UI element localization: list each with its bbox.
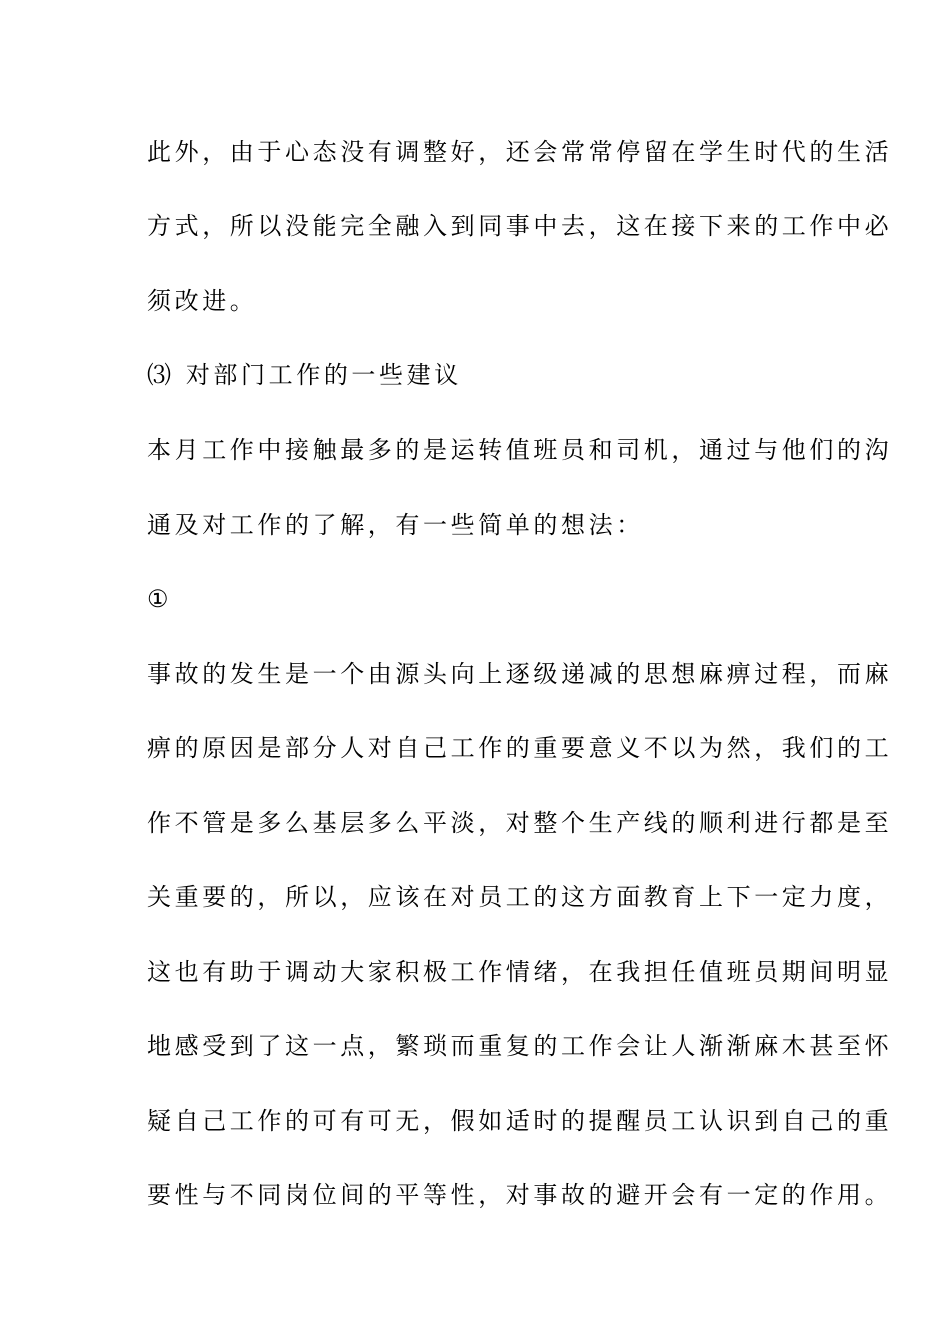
text-line: 方式，所以没能完全融入到同事中去，这在接下来的工作中必	[147, 212, 893, 240]
text-line: 此外，由于心态没有调整好，还会常常停留在学生时代的生活	[147, 138, 893, 166]
text-line: 通及对工作的了解，有一些简单的想法：	[147, 511, 644, 539]
text-line: 本月工作中接触最多的是运转值班员和司机，通过与他们的沟	[147, 436, 893, 464]
section-heading: ⑶ 对部门工作的一些建议	[147, 361, 462, 389]
text-line: 要性与不同岗位间的平等性，对事故的避开会有一定的作用。	[147, 1181, 893, 1209]
text-line: 作不管是多么基层多么平淡，对整个生产线的顺利进行都是至	[147, 809, 893, 837]
text-line: 地感受到了这一点，繁琐而重复的工作会让人渐渐麻木甚至怀	[147, 1032, 893, 1060]
text-line: 关重要的，所以，应该在对员工的这方面教育上下一定力度，	[147, 883, 893, 911]
text-line: 痹的原因是部分人对自己工作的重要意义不以为然，我们的工	[147, 734, 893, 762]
list-marker: ①	[147, 585, 173, 613]
text-line: 事故的发生是一个由源头向上逐级递减的思想麻痹过程，而麻	[147, 660, 893, 688]
text-line: 这也有助于调动大家积极工作情绪，在我担任值班员期间明显	[147, 958, 893, 986]
text-line: 疑自己工作的可有可无，假如适时的提醒员工认识到自己的重	[147, 1107, 893, 1135]
text-line: 须改进。	[147, 287, 258, 315]
